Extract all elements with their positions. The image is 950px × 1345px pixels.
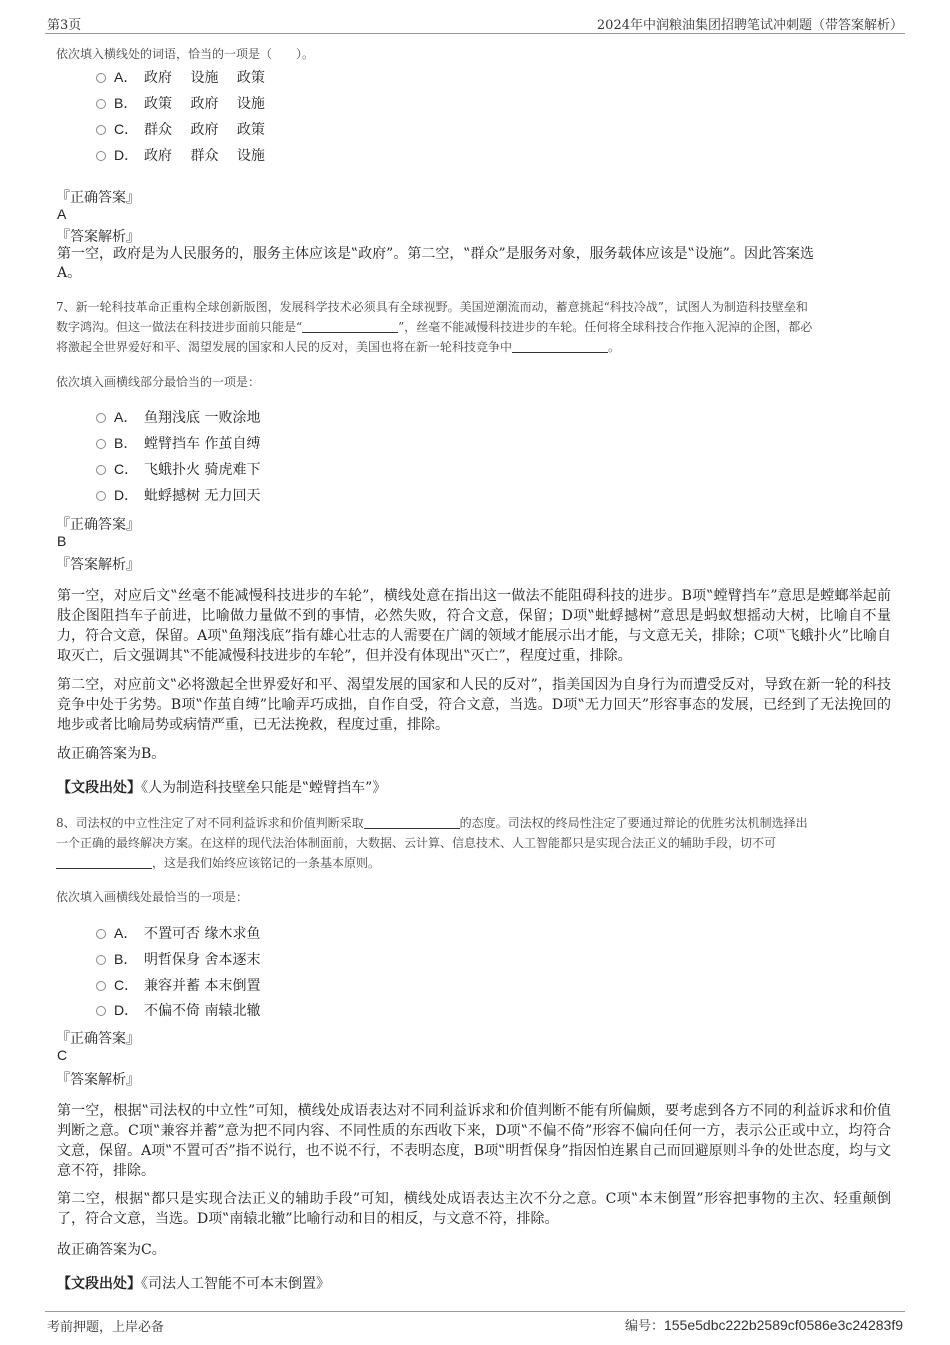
document-code: 编号：155e5dbc222b2589cf0586e3c24283f9 (624, 1317, 903, 1334)
q7-answer-tag: 『正确答案』 (56, 517, 140, 533)
q6-analysis-tag: 『答案解析』 (56, 229, 140, 245)
radio-icon[interactable] (96, 491, 106, 501)
q7-source: 【文段出处】《人为制造科技壁垒只能是‟螳臂挡车”》 (57, 780, 387, 796)
q6-option-a[interactable]: A． 政府 设施 政策 (96, 66, 265, 88)
radio-icon[interactable] (96, 125, 106, 135)
q7-stem: 7、新一轮科技革命正重构全球创新版图，发展科学技术必须具有全球视野。美国逆潮流而动，蓄意挑起“科技冷战”，试图人为制造科技壁垒和 数字鸿沟。但这一做法在科技进步面前只能是“ ”，丝毫不能减慢科技进步的车轮。任何将全球科技合作拖入泥淖的企图，都必 将激起全世界爱好和平、渴望发展的国家和人民的反对，美国也将在新一轮科技竞争中 。 (56, 300, 813, 354)
q7-answer: B (57, 533, 67, 549)
q8-blank-1 (364, 816, 460, 829)
q6-analysis-line-1: 第一空，政府是为人民服务的，服务主体应该是‟政府”。第二空，‟群众”是服务对象，服务载体应该是‟设施”。因此答案选 (57, 246, 814, 262)
radio-icon[interactable] (96, 73, 106, 83)
q7-option-b[interactable]: B． 螳臂挡车 作茧自缚 (96, 432, 260, 454)
q7-option-d[interactable]: D． 蚍蜉撼树 无力回天 (96, 484, 260, 506)
radio-icon[interactable] (96, 465, 106, 475)
radio-icon[interactable] (96, 929, 106, 939)
q8-answer-tag: 『正确答案』 (56, 1031, 140, 1047)
page-header (45, 12, 905, 34)
q7-analysis-para-1: 第一空，对应后文‟丝毫不能减慢科技进步的车轮”，横线处意在指出这一做法不能阻碍科技的进步。B项‟螳臂挡车”意思是螳螂举起前肢企图阻挡车子前进，比喻做力量做不到的事情，必然失败，符合文意，保留；D项‟蚍蜉撼树”意思是蚂蚁想摇动大树，比喻自不量力，符合文意，保留。A项‟鱼翔浅底”指有雄心壮志的人需要在广阔的领域才能展示出才能，与文意无关，排除；C项‟飞蛾扑火”比喻自取灭亡，后文强调其‟不能减慢科技进步的车轮”，但并没有体现出‟灭亡”，程度过重，排除。 (57, 588, 891, 664)
q8-option-d[interactable]: D． 不偏不倚 南辕北辙 (96, 999, 260, 1021)
q7-option-a[interactable]: A． 鱼翔浅底 一败涂地 (96, 406, 260, 428)
q6-option-c[interactable]: C． 群众 政府 政策 (96, 118, 265, 140)
radio-icon[interactable] (96, 151, 106, 161)
page-footer (45, 1311, 905, 1337)
q7-analysis-para-2: 第二空，对应前文‟必将激起全世界爱好和平、渴望发展的国家和人民的反对”，指美国因为自身行为而遭受反对，导致在新一轮的科技竞争中处于劣势。B项‟作茧自缚”比喻弄巧成拙，自作自受，符合文意，当选。D项‟无力回天”形容事态的发展，已经到了无法挽回的地步或者比喻局势或病情严重，已无法挽救，程度过重，排除。 (57, 677, 891, 733)
q8-option-b[interactable]: B． 明哲保身 舍本逐末 (96, 948, 260, 970)
q7-blank-2 (512, 340, 608, 353)
q7-conclusion: 故正确答案为B。 (57, 746, 166, 762)
q8-analysis-para-2: 第二空，根据‟都只是实现合法正义的辅助手段”可知，横线处成语表达主次不分之意。C项‟本末倒置”形容把事物的主次、轻重颠倒了，符合文意，当选。D项‟南辕北辙”比喻行动和目的相反，与文意不符，排除。 (57, 1191, 891, 1227)
q6-answer: A (57, 206, 67, 222)
radio-icon[interactable] (96, 413, 106, 423)
radio-icon[interactable] (96, 439, 106, 449)
q8-prompt: 依次填入画横线处最恰当的一项是： (56, 890, 249, 904)
q7-analysis-tag: 『答案解析』 (56, 557, 140, 573)
q6-prompt: 依次填入横线处的词语，恰当的一项是（ ）。 (56, 47, 315, 61)
q8-option-c[interactable]: C． 兼容并蓄 本末倒置 (96, 974, 260, 996)
q8-blank-2 (56, 856, 152, 869)
q7-blank-1 (302, 320, 398, 333)
q8-answer: C (57, 1047, 68, 1063)
q8-stem: 8、司法权的中立性注定了对不同利益诉求和价值判断采取 的态度。司法权的终局性注定了要通过辩论的优胜劣汰机制选择出 一个正确的最终解决方案。在这样的现代法治体制面前，大数据、云计算、信息技术、人工智能都只是实现合法正义的辅助手段，切不可 ，这是我们始终应该铭记的一条基本原则。 (56, 816, 808, 870)
document-title: 2024年中润粮油集团招聘笔试冲刺题（带答案解析） (596, 18, 903, 33)
q6-analysis-line-2: A。 (57, 265, 82, 281)
q6-option-d[interactable]: D． 政府 群众 设施 (96, 144, 265, 166)
q6-option-b[interactable]: B． 政策 政府 设施 (96, 92, 265, 114)
q8-analysis-para-1: 第一空，根据‟司法权的中立性”可知，横线处成语表达对不同利益诉求和价值判断不能有所偏颇，要考虑到各方不同的利益诉求和价值判断之意。C项‟兼容并蓄”意为把不同内容、不同性质的东西收下来，D项‟不偏不倚”形容不偏向任何一方，表示公正或中立，均符合文意，保留。A项‟不置可否”指不说行，也不说不行，不表明态度，B项‟明哲保身”指因怕连累自己而回避原则斗争的处世态度，均与文意不符，排除。 (57, 1103, 891, 1179)
radio-icon[interactable] (96, 955, 106, 965)
footer-slogan: 考前押题，上岸必备 (47, 1320, 165, 1335)
q8-option-a[interactable]: A． 不置可否 缘木求鱼 (96, 922, 260, 944)
radio-icon[interactable] (96, 99, 106, 109)
q8-analysis-tag: 『答案解析』 (56, 1072, 140, 1088)
q8-source: 【文段出处】《司法人工智能不可本末倒置》 (57, 1276, 330, 1292)
radio-icon[interactable] (96, 981, 106, 991)
q7-option-c[interactable]: C． 飞蛾扑火 骑虎难下 (96, 458, 260, 480)
q6-answer-tag: 『正确答案』 (56, 190, 140, 206)
q8-conclusion: 故正确答案为C。 (57, 1242, 166, 1258)
page-number: 第3页 (47, 18, 82, 33)
q7-prompt: 依次填入画横线部分最恰当的一项是： (56, 375, 261, 389)
radio-icon[interactable] (96, 1006, 106, 1016)
